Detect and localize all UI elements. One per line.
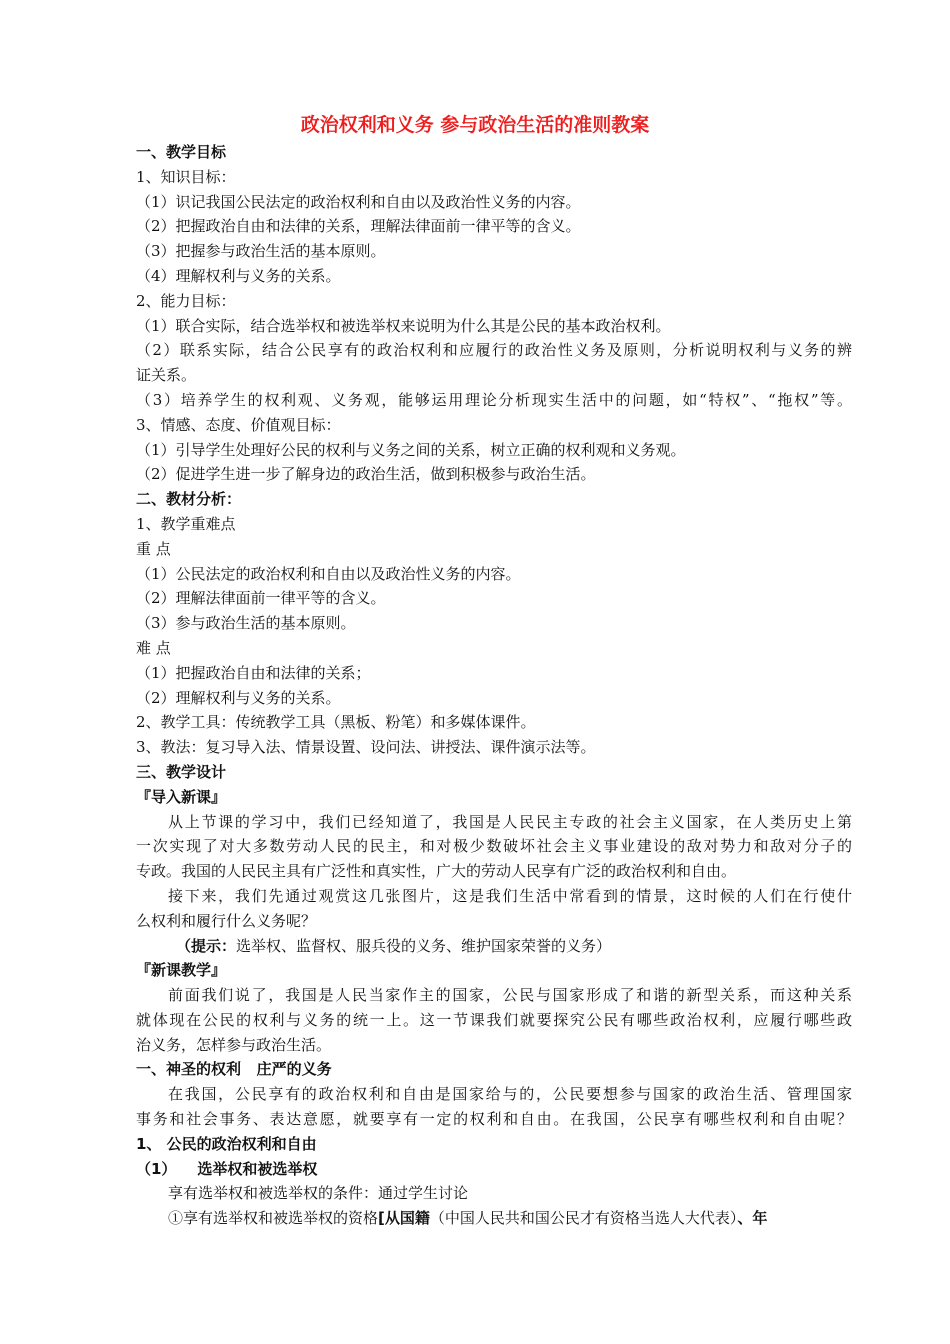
section-heading: 一、教学目标	[136, 143, 227, 161]
section-heading: 二、教材分析：	[136, 490, 242, 509]
text-run: ①享有选举权和被选举权的资格	[168, 1209, 379, 1228]
paragraph-line: 前面我们说了，我国是人民当家作主的国家，公民与国家形成了和谐的新型关系，而这种关系	[168, 986, 852, 1005]
bracket-heading: 『新课教学』	[136, 961, 227, 980]
paragraph-line: 事务和社会事务、表达意愿，就要享有一定的权利和自由。在我国，公民享有哪些权利和自由呢？	[136, 1110, 852, 1129]
page-title: 政治权利和义务 参与政治生活的准则教案	[300, 114, 650, 136]
list-item: （2）理解权利与义务的关系。	[136, 688, 341, 707]
list-item: （1）引导学生处理好公民的权利与义务之间的关系，树立正确的权利观和义务观。	[136, 440, 686, 459]
list-item: （2）促进学生进一步了解身边的政治生活，做到积极参与政治生活。	[136, 465, 596, 484]
paragraph-line: 一次实现了对大多数劳动人民的民主，和对极少数破坏社会主义事业建设的敌对势力和敌对分子的	[136, 837, 852, 856]
paragraph-line	[136, 1206, 852, 1231]
hint-label: （提示：	[176, 936, 237, 955]
label-difficult-points: 难 点	[136, 638, 171, 657]
bold-run: 、年	[737, 1209, 768, 1228]
hint-line	[136, 934, 852, 959]
paragraph-line: 从上节课的学习中，我们已经知道了，我国是人民民主专政的社会主义国家，在人类历史上第	[168, 812, 852, 831]
sub-heading: 1、 公民的政治权利和自由	[136, 1134, 317, 1153]
list-item: （2）联系实际，结合公民享有的政治权利和应履行的政治性义务及原则，分析说明权利与义务的辨	[136, 341, 852, 360]
paragraph-line: 治义务，怎样参与政治生活。	[136, 1035, 332, 1054]
list-item: （3）培养学生的权利观、义务观，能够运用理论分析现实生活中的问题，如“特权”、“拖权”等。	[136, 390, 852, 409]
section-heading: 一、神圣的权利 庄严的义务	[136, 1060, 332, 1079]
bracket-heading: 『导入新课』	[136, 787, 227, 806]
sub-heading: 2、能力目标：	[136, 291, 236, 310]
paragraph-line: 在我国，公民享有的政治权利和自由是国家给与的，公民要想参与国家的政治生活、管理国家	[168, 1085, 852, 1104]
list-item: （1）公民法定的政治权利和自由以及政治性义务的内容。	[136, 564, 521, 583]
sub-heading: 1、教学重难点	[136, 514, 236, 533]
document-body	[136, 140, 852, 1231]
list-item-continued: 证关系。	[136, 366, 197, 385]
paragraph-line: 就体现在公民的权利与义务的统一上。这一节课我们就要探究公民有哪些政治权利，应履行哪些政	[136, 1010, 852, 1029]
list-item: （3）把握参与政治生活的基本原则。	[136, 242, 386, 261]
section-heading: 三、教学设计	[136, 762, 227, 781]
label-key-points: 重 点	[136, 539, 171, 558]
list-item: （3）参与政治生活的基本原则。	[136, 614, 356, 633]
paragraph-line: 接下来，我们先通过观赏这几张图片，这是我们生活中常看到的情景，这时候的人们在行使什	[168, 886, 852, 905]
sub-heading: 3、教法：复习导入法、情景设置、设问法、讲授法、课件演示法等。	[136, 738, 596, 757]
sub-heading: （1） 选举权和被选举权	[136, 1159, 318, 1178]
list-item: （1）联合实际，结合选举权和被选举权来说明为什么其是公民的基本政治权利。	[136, 316, 671, 335]
sub-heading: 1、知识目标：	[136, 167, 236, 186]
text-run: （中国人民共和国公民才有资格当选人大代表）	[429, 1209, 738, 1228]
paragraph-line: 么权利和履行什么义务呢？	[136, 911, 317, 930]
list-item: （1）识记我国公民法定的政治权利和自由以及政治性义务的内容。	[136, 192, 581, 211]
list-item: （4）理解权利与义务的关系。	[136, 266, 341, 285]
list-item: （2）理解法律面前一律平等的含义。	[136, 589, 386, 608]
hint-text: 选举权、监督权、服兵役的义务、维护国家荣誉的义务）	[236, 936, 612, 955]
paragraph-line: 专政。我国的人民民主具有广泛性和真实性，广大的劳动人民享有广泛的政治权利和自由。	[136, 862, 737, 881]
list-item: （2）把握政治自由和法律的关系，理解法律面前一律平等的含义。	[136, 217, 581, 236]
list-item: （1）把握政治自由和法律的关系；	[136, 663, 371, 682]
bold-run: [从国籍	[378, 1209, 430, 1228]
sub-heading: 2、教学工具：传统教学工具（黑板、粉笔）和多媒体课件。	[136, 713, 536, 732]
sub-heading: 3、情感、态度、价值观目标：	[136, 415, 341, 434]
paragraph-line: 享有选举权和被选举权的条件：通过学生讨论	[168, 1184, 469, 1203]
